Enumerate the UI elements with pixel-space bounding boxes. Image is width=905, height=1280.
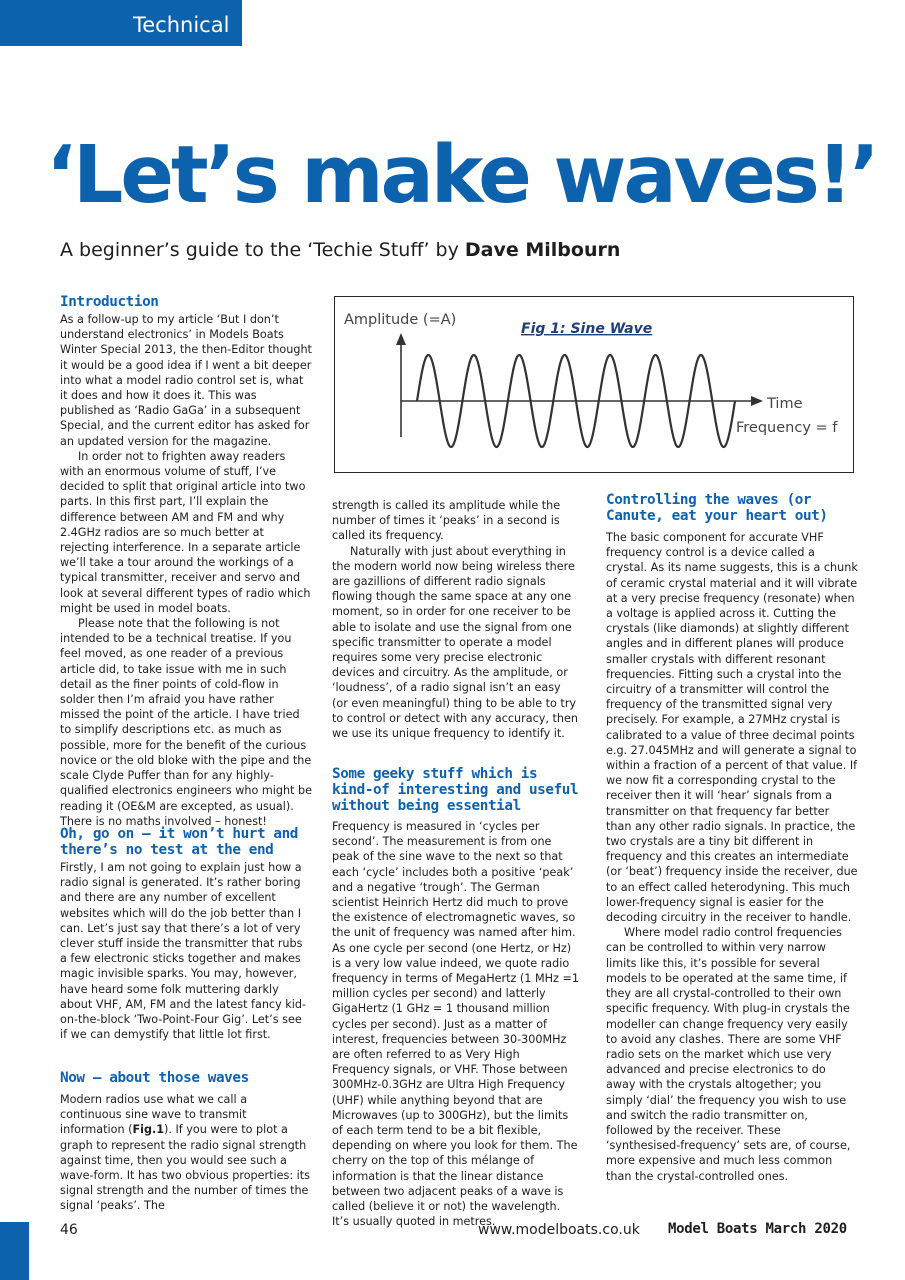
column-1-section-3 xyxy=(60,1070,312,1214)
footer-magazine: Model Boats March 2020 xyxy=(668,1221,847,1237)
page-number: 46 xyxy=(60,1222,78,1238)
column-2 xyxy=(332,498,580,741)
column-3 xyxy=(606,492,858,1184)
heading-controlling: Controlling the waves (or Canute, eat your heart out) xyxy=(606,492,828,524)
article-title: ‘Let’s make waves!’ xyxy=(46,129,877,221)
column-1 xyxy=(60,294,312,829)
col2-paragraph-2: Naturally with just about everything in the modern world now being wireless there are gazillions of different radio signals flowing though the same space at any one moment, so in order for one receiver to be able to isolate and use the signal from one specific transmitter to operate a model requires some very precise electronic devices and circuitry. As the amplitude, or ‘loudness’, of a radio signal isn’t an easy (or even meaningful) thing to be able to try to control or detect with any accuracy, then we use its unique frequency to identify it. xyxy=(332,544,578,741)
author-name: Dave Milbourn xyxy=(464,239,621,261)
col3-paragraph-1: The basic component for accurate VHF frequency control is a device called a crystal. As its name suggests, this is a chunk of ceramic crystal material and it will vibrate at a very precise frequency (resonate) when a voltage is applied across it. Cutting the crystals (like diamonds) at slightly different angles and in different planes will produce smaller crystals with different resonant frequencies. Fitting such a crystal into the circuitry of a transmitter will control the frequency of the transmitted signal very precisely. For example, a 27MHz crystal is calibrated to a value of three decimal points e.g. 27.045MHz and will generate a signal to within a fraction of a percent of that value. If we now fit a corresponding crystal to the receiver then it will ‘hear’ signals from a transmitter on that frequency far better than any other radio signals. In practice, the two crystals are a tiny bit different in frequency and this creates an intermediate (or ‘beat’) frequency inside the receiver, due to an effect called heterodyning. This much lower-frequency signal is easier for the decoding circuitry in the receiver to handle. xyxy=(606,531,858,925)
footer-accent-bar xyxy=(0,1222,29,1280)
amplitude-label: Amplitude (=A) xyxy=(344,312,457,328)
heading-introduction: Introduction xyxy=(60,294,159,310)
section-tab-label: Technical xyxy=(133,13,230,37)
sine-wave-chart xyxy=(335,297,852,471)
heading-waves: Now – about those waves xyxy=(60,1070,249,1086)
waves-paragraph xyxy=(60,1092,312,1214)
footer-url[interactable]: www.modelboats.co.uk xyxy=(478,1222,640,1238)
geeky-paragraph: Frequency is measured in ‘cycles per second’. The measurement is from one peak of the sine wave to the next so that each ‘cycle’ includes both a positive ‘peak’ and a negative ‘trough’. The German scientist Heinrich Hertz did much to prove the existence of electromagnetic waves, so the unit of frequency was named after him. As one cycle per second (one Hertz, or Hz) is a very low value indeed, we quote radio frequency in terms of MegaHertz (1 MHz =1 million cycles per second) and latterly GigaHertz (1 GHz = 1 thousand million cycles per second). Just as a matter of interest, frequencies between 30-300MHz are often referred to as Very High Frequency signals, or VHF. Those between 300MHz-0.3GHz are Ultra High Frequency (UHF) while anything beyond that are Microwaves (up to 300GHz), but the limits of each term tend to be a bit flexible, depending on where you look for them. The cherry on the top of this mélange of information is that the linear distance between two adjacent peaks of a wave is called (believe it or not) the wavelength. It’s usually quoted in metres. xyxy=(332,820,579,1229)
subtitle-text: A beginner’s guide to the ‘Techie Stuff’ by xyxy=(60,239,465,261)
waves-text-end: ). If you were to plot a graph to represent the radio signal strength against time, then you would see such a wave-form. It has two obvious properties: its signal strength and the number of times the signal ‘peaks’. The xyxy=(60,1123,310,1213)
col2-paragraph-1: strength is called its amplitude while the number of times it ‘peaks’ in a second is called its frequency. xyxy=(332,499,561,543)
intro-paragraph-1: As a follow-up to my article ‘But I don’t understand electronics’ in Models Boats Winter Special 2013, the then-Editor thought it would be a good idea if I went a bit deeper into what a model radio control set is, what it does and how it does it. This was published as ‘Radio GaGa’ in a subsequent Special, and the current editor has asked for an updated version for the magazine. xyxy=(60,313,312,448)
time-label: Time xyxy=(767,396,803,412)
waves-text-start: Modern radios use what we call a continuous sine wave to transmit information ( xyxy=(60,1093,248,1137)
heading-go-on: Oh, go on – it won’t hurt and there’s no test at the end xyxy=(60,826,299,858)
section-tab xyxy=(0,0,242,46)
column-1-section-2 xyxy=(60,826,312,1042)
intro-paragraph-3: Please note that the following is not intended to be a technical treatise. If you feel moved, as one reader of a previous article did, to take issue with me in such detail as the finer points of cold-flow in solder then I’m afraid you have rather missed the point of the article. I have tried to simplify descriptions etc. as much as possible, more for the benefit of the curious novice or the old bloke with the pipe and the scale Clyde Puffer than for any highly-qualified electronics engineers who might be reading it (OE&M are excepted, as usual). There is no maths involved – honest! xyxy=(60,617,312,828)
column-2-section-2 xyxy=(332,766,580,1229)
y-axis-arrow xyxy=(396,333,406,345)
figure-sine-wave xyxy=(334,296,854,473)
heading-geeky: Some geeky stuff which is kind-of interesting and useful without being essential xyxy=(332,766,579,814)
intro-paragraph-2: In order not to frighten away readers with an enormous volume of stuff, I’ve decided to split that original article into two parts. In this first part, I’ll explain the difference between AM and FM and why 2.4GHz radios are so much better at rejecting interference. In a separate article we’ll take a tour around the workings of a typical transmitter, receiver and servo and look at several different types of radio which might be used in model boats. xyxy=(60,449,311,615)
go-on-paragraph: Firstly, I am not going to explain just how a radio signal is generated. It’s rather boring and there are any number of excellent websites which will do the job better than I can. Let’s just say that there’s a lot of very clever stuff inside the transmitter that rubs a few electronic sticks together and makes magic invisible sparks. You may, however, have heard some folk muttering darkly about VHF, AM, FM and the latest fancy kid-on-the-block ‘Two-Point-Four Gig’. Let’s see if we can demystify that little lot first. xyxy=(60,861,306,1042)
fig-reference: Fig.1 xyxy=(132,1123,165,1137)
x-axis-arrow xyxy=(751,396,763,406)
figure-title: Fig 1: Sine Wave xyxy=(521,321,653,337)
col3-paragraph-2: Where model radio control frequencies can be controlled to within very narrow limits like this, it’s possible for several models to be operated at the same time, if they are all crystal-controlled to their own specific frequency. With plug-in crystals the modeller can change frequency very easily to avoid any clashes. There are some VHF radio sets on the market which use very advanced and precise electronics to do away with the crystals altogether; you simply ‘dial’ the frequency you wish to use and switch the radio transmitter on, followed by the receiver. These ‘synthesised-frequency’ sets are, of course, more expensive and much less common than the crystal-controlled ones. xyxy=(606,926,851,1183)
article-subtitle xyxy=(60,239,620,261)
frequency-label: Frequency = f xyxy=(736,420,838,436)
